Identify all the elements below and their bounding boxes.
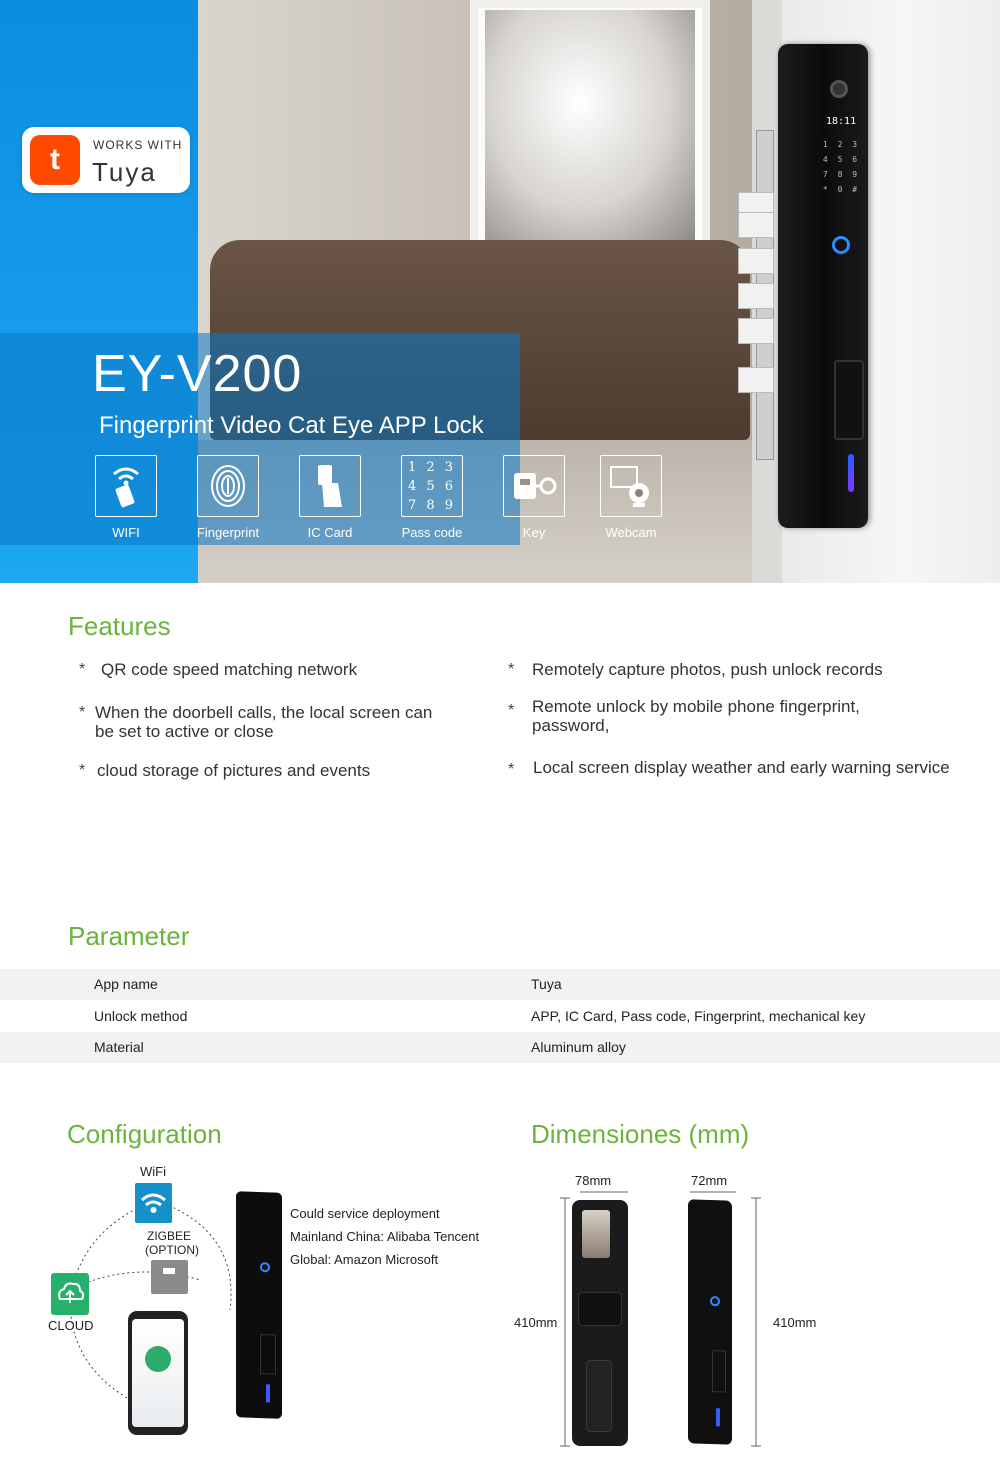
phone-screen	[132, 1319, 184, 1427]
lock-screen-time: 18:11	[826, 116, 857, 127]
lock-bolt	[738, 318, 774, 344]
fingerprint-sensor-icon	[832, 236, 850, 254]
table-row	[0, 969, 1000, 1000]
keypad-icon: 1 2 3 4 5 6 7 8 9	[401, 455, 463, 517]
width-side-label: 72mm	[691, 1173, 728, 1188]
zigbee-hub-icon	[151, 1260, 188, 1294]
param-key: Material	[94, 1039, 144, 1055]
fingerprint-icon	[197, 455, 259, 517]
feature-label-ic-card: IC Card	[307, 525, 353, 540]
feature-item: * Local screen display weather and early warning service	[508, 758, 950, 778]
wifi-icon	[135, 1183, 172, 1223]
webcam-icon	[600, 455, 662, 517]
works-with-label: WORKS WITH	[93, 138, 183, 152]
key-icon	[503, 455, 565, 517]
param-value: APP, IC Card, Pass code, Fingerprint, mechanical key	[531, 1008, 866, 1024]
zigbee-label: ZIGBEE	[147, 1229, 192, 1243]
lock-front-view	[688, 1199, 732, 1445]
unlock-app-icon	[145, 1346, 171, 1372]
feature-item: * cloud storage of pictures and events	[79, 761, 371, 780]
param-key: App name	[94, 976, 158, 992]
lock-keypad: 1 2 3 4 5 6 7 8 9 * 0 #	[822, 140, 858, 194]
feature-item: * Remotely capture photos, push unlock records	[508, 660, 883, 679]
param-value: Aluminum alloy	[531, 1039, 626, 1055]
hero-banner	[0, 0, 1000, 583]
features-title: Features	[68, 611, 171, 641]
fingerprint-pad	[834, 360, 864, 440]
table-row	[0, 1032, 1000, 1063]
feature-item: * Remote unlock by mobile phone fingerprint, password,	[508, 697, 860, 735]
config-smart-lock	[236, 1191, 282, 1419]
deploy-line: Mainland China: Alibaba Tencent	[290, 1229, 480, 1244]
product-model: EY-V200	[92, 345, 303, 403]
feature-label-fingerprint: Fingerprint	[196, 525, 260, 540]
lock-handle	[578, 1292, 622, 1326]
tuya-brand-name: Tuya	[92, 157, 157, 187]
height-right-label: 410mm	[773, 1315, 817, 1330]
cloud-icon	[51, 1273, 89, 1315]
lock-bolt	[738, 212, 774, 238]
ic-card-icon	[299, 455, 361, 517]
parameter-title: Parameter	[68, 921, 190, 951]
table-row	[0, 1001, 1000, 1032]
camera-lens-icon	[830, 80, 848, 98]
feature-item: * QR code speed matching network	[79, 660, 358, 679]
deploy-line: Could service deployment	[290, 1206, 440, 1221]
param-value: Tuya	[531, 976, 562, 992]
tuya-logo-icon: t	[30, 135, 80, 185]
feature-label-webcam: Webcam	[605, 525, 657, 540]
wifi-label: WiFi	[140, 1164, 166, 1179]
battery-cover	[586, 1360, 612, 1432]
feature-label-pass-code: Pass code	[401, 525, 463, 540]
voice-indicator-icon	[848, 454, 854, 492]
deploy-line: Global: Amazon Microsoft	[290, 1252, 439, 1267]
height-left-label: 410mm	[514, 1315, 558, 1330]
indoor-screen	[582, 1210, 610, 1258]
lock-bolt	[738, 283, 774, 309]
width-front-label: 78mm	[575, 1173, 612, 1188]
lock-bolt	[738, 248, 774, 274]
feature-item: * When the doorbell calls, the local screen can be set to active or close	[79, 703, 433, 741]
wifi-hand-icon	[95, 455, 157, 517]
hero-smart-lock	[778, 44, 868, 528]
feature-label-key: Key	[522, 525, 546, 540]
param-key: Unlock method	[94, 1008, 188, 1024]
lock-back-view	[572, 1200, 628, 1446]
feature-label-wifi: WIFI	[112, 525, 140, 540]
zigbee-option-label: (OPTION)	[145, 1243, 199, 1257]
works-with-tuya-badge	[22, 127, 190, 193]
smartphone-image	[128, 1311, 188, 1435]
wall-art-image	[485, 10, 695, 240]
product-subtitle: Fingerprint Video Cat Eye APP Lock	[99, 412, 484, 439]
cloud-label: CLOUD	[48, 1318, 94, 1333]
dimensions-title: Dimensiones (mm)	[531, 1119, 750, 1149]
lock-bolt	[738, 367, 774, 393]
configuration-title: Configuration	[67, 1119, 222, 1149]
